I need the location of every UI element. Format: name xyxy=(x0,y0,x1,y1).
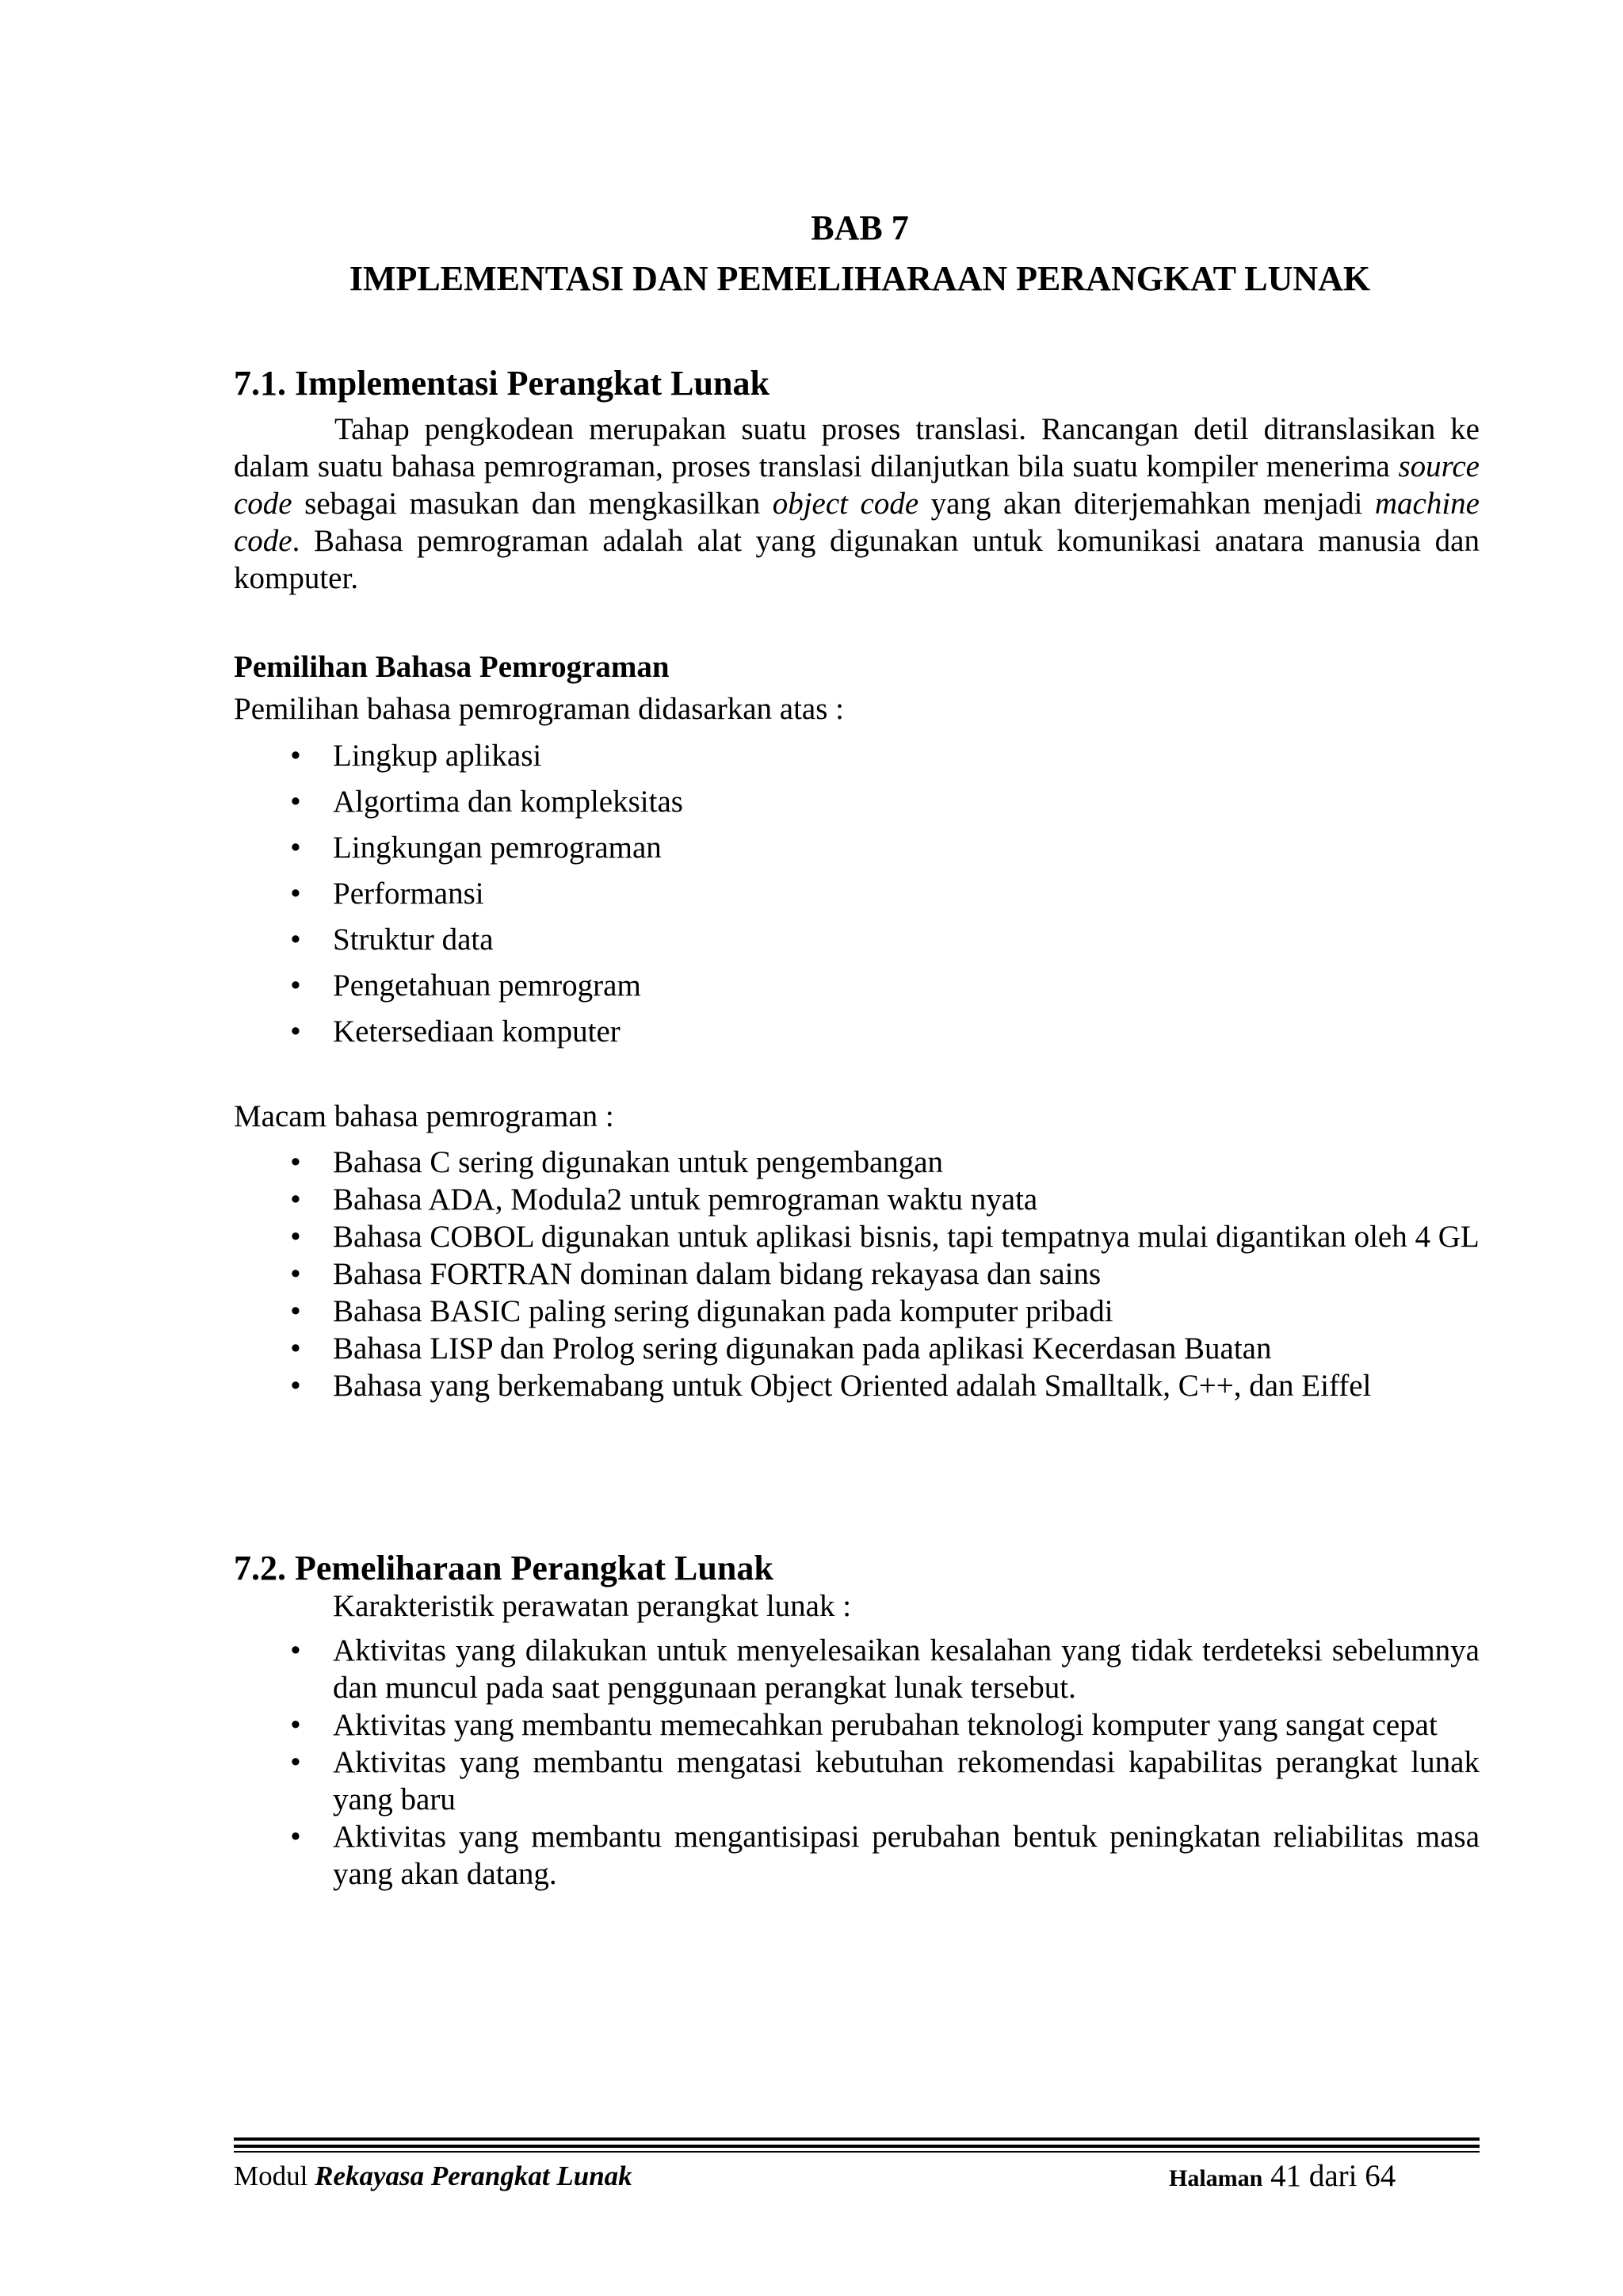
selection-criteria-list xyxy=(290,737,1480,1059)
list-item: • Bahasa yang berkemabang untuk Object Oriented adalah Smalltalk, C++, dan Eiffel xyxy=(333,1367,1480,1404)
bullet-icon: • xyxy=(290,1294,301,1328)
bullet-icon: • xyxy=(290,1331,301,1366)
bullet-icon: • xyxy=(290,1182,301,1217)
list-item: • Performansi xyxy=(333,875,1480,921)
bullet-icon: • xyxy=(290,877,301,911)
list-item: • Lingkungan pemrograman xyxy=(333,829,1480,875)
footer-module-title: Modul Rekayasa Perangkat Lunak xyxy=(234,2160,632,2191)
list-item: • Struktur data xyxy=(333,921,1480,967)
bullet-icon: • xyxy=(290,1145,301,1179)
selection-intro: Pemilihan bahasa pemrograman didasarkan atas : xyxy=(234,692,844,726)
list-item: • Bahasa LISP dan Prolog sering digunakan pada aplikasi Kecerdasan Buatan xyxy=(333,1330,1480,1367)
list-item: • Aktivitas yang membantu memecahkan perubahan teknologi komputer yang sangat cepat xyxy=(333,1706,1480,1744)
bullet-icon: • xyxy=(290,968,301,1003)
term-machine-code: machine code xyxy=(234,487,1480,558)
bullet-icon: • xyxy=(290,1014,301,1049)
list-item: • Bahasa BASIC paling sering digunakan pada komputer pribadi xyxy=(333,1293,1480,1330)
footer-divider xyxy=(234,2151,1480,2153)
term-source-code: source code xyxy=(234,449,1480,521)
list-item: • Lingkup aplikasi xyxy=(333,737,1480,783)
list-item: • Bahasa COBOL digunakan untuk aplikasi bisnis, tapi tempatnya mulai digantikan oleh 4 GL xyxy=(333,1218,1480,1255)
list-item: • Bahasa FORTRAN dominan dalam bidang rekayasa dan sains xyxy=(333,1255,1480,1293)
languages-list xyxy=(290,1144,1480,1404)
bullet-icon: • xyxy=(290,1220,301,1254)
chapter-number: BAB 7 xyxy=(811,208,909,247)
list-item: • Bahasa ADA, Modula2 untuk pemrograman waktu nyata xyxy=(333,1181,1480,1218)
bullet-icon: • xyxy=(290,831,301,865)
list-item: • Aktivitas yang membantu mengatasi kebutuhan rekomendasi kapabilitas perangkat lunak yang baru xyxy=(333,1744,1480,1818)
list-item: • Bahasa C sering digunakan untuk pengembangan xyxy=(333,1144,1480,1181)
section-heading-pemeliharaan: 7.2. Pemeliharaan Perangkat Lunak xyxy=(234,1549,773,1587)
list-item: • Ketersediaan komputer xyxy=(333,1013,1480,1059)
languages-intro: Macam bahasa pemrograman : xyxy=(234,1099,614,1133)
bullet-icon: • xyxy=(290,1369,301,1403)
bullet-icon: • xyxy=(290,785,301,819)
maintenance-intro: Karakteristik perawatan perangkat lunak : xyxy=(333,1589,852,1623)
bullet-icon: • xyxy=(290,1745,301,1779)
footer-divider xyxy=(234,2137,1480,2141)
bullet-icon: • xyxy=(290,1820,301,1854)
bullet-icon: • xyxy=(290,1633,301,1668)
subheading-pemilihan-bahasa: Pemilihan Bahasa Pemrograman xyxy=(234,650,670,684)
footer-page-number: Halaman 41 dari 64 xyxy=(1169,2159,1396,2193)
list-item: • Pengetahuan pemrogram xyxy=(333,967,1480,1013)
maintenance-characteristics-list xyxy=(290,1632,1480,1893)
chapter-title: IMPLEMENTASI DAN PEMELIHARAAN PERANGKAT LUNAK xyxy=(349,259,1371,298)
list-item: • Aktivitas yang membantu mengantisipasi perubahan bentuk peningkatan reliabilitas masa yang akan datang. xyxy=(333,1818,1480,1893)
intro-paragraph: Tahap pengkodean merupakan suatu proses translasi. Rancangan detil ditranslasikan ke dalam suatu bahasa pemrograman, proses translasi dilanjutkan bila suatu kompiler menerima source code sebagai masukan dan mengkasilkan object code yang akan diterjemahkan menjadi machine code. Bahasa pemrograman adalah alat yang digunakan untuk komunikasi anatara manusia dan komputer. xyxy=(234,412,1480,595)
list-item: • Aktivitas yang dilakukan untuk menyelesaikan kesalahan yang tidak terdeteksi sebelumnya dan muncul pada saat penggunaan perangkat lunak tersebut. xyxy=(333,1632,1480,1706)
bullet-icon: • xyxy=(290,739,301,773)
bullet-icon: • xyxy=(290,1257,301,1291)
footer-divider xyxy=(234,2145,1480,2148)
section-heading-implementasi: 7.1. Implementasi Perangkat Lunak xyxy=(234,364,769,403)
term-object-code: object code xyxy=(772,487,919,521)
bullet-icon: • xyxy=(290,923,301,957)
list-item: • Algortima dan kompleksitas xyxy=(333,783,1480,829)
bullet-icon: • xyxy=(290,1708,301,1742)
